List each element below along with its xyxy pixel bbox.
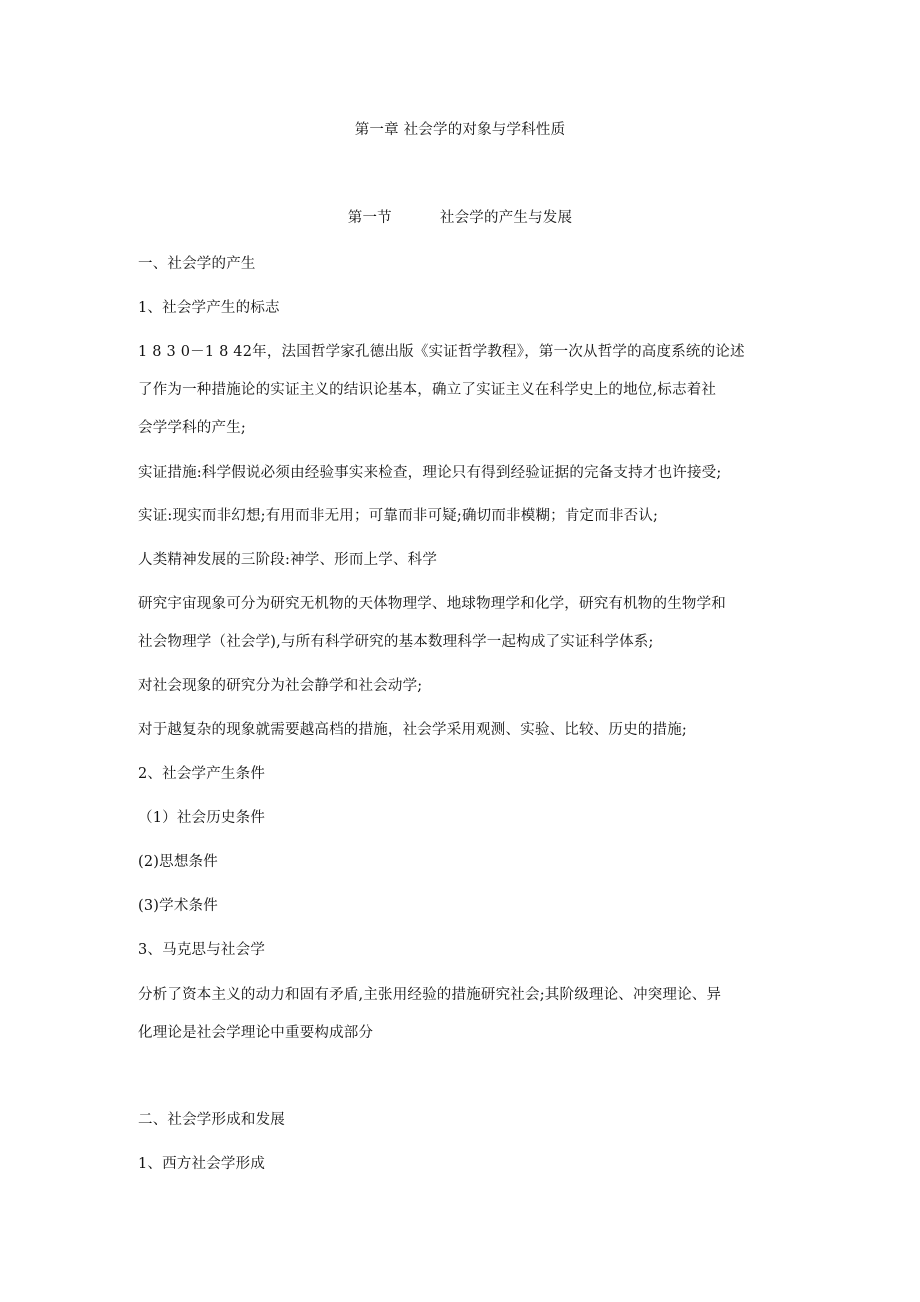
subheading-1-3: 3、马克思与社会学 <box>138 942 266 958</box>
heading-2: 二、社会学形成和发展 <box>138 1112 285 1128</box>
paragraph-line: 化理论是社会学理论中重要构成部分 <box>138 1025 374 1041</box>
chapter-title: 第一章 社会学的对象与学科性质 <box>354 122 566 138</box>
section-name: 社会学的产生与发展 <box>439 210 573 226</box>
list-item: (3)学术条件 <box>138 898 218 914</box>
paragraph-line: 社会物理学（社会学),与所有科学研究的基本数理科学一起构成了实证科学体系; <box>138 634 654 650</box>
paragraph-line: 研究宇宙现象可分为研究无机物的天体物理学、地球物理学和化学，研究有机物的生物学和 <box>138 596 726 612</box>
subheading-1-1: 1、社会学产生的标志 <box>138 300 280 316</box>
paragraph-line: 1 8 3 0－1 8 42年，法国哲学家孔德出版《实证哲学教程》，第一次从哲学的高度系统的论述 <box>138 344 745 360</box>
paragraph-line: 对社会现象的研究分为社会静学和社会动学; <box>138 678 423 694</box>
list-item: （1）社会历史条件 <box>138 810 266 826</box>
list-item: (2)思想条件 <box>138 854 218 870</box>
paragraph-line: 人类精神发展的三阶段:神学、形而上学、科学 <box>138 552 438 568</box>
paragraph-line: 了作为一种措施论的实证主义的结识论基本，确立了实证主义在科学史上的地位,标志着社 <box>138 382 717 398</box>
paragraph-line: 会学学科的产生; <box>138 420 246 436</box>
heading-1: 一、社会学的产生 <box>138 256 256 272</box>
section-title <box>0 208 920 228</box>
paragraph-line: 实证措施:科学假说必须由经验事实来检查，理论只有得到经验证据的完备支持才也许接受; <box>138 465 722 481</box>
paragraph-line: 实证:现实而非幻想;有用而非无用；可靠而非可疑;确切而非模糊；肯定而非否认; <box>138 508 659 524</box>
section-number: 第一节 <box>347 210 392 226</box>
subheading-1-2: 2、社会学产生条件 <box>138 766 266 782</box>
paragraph-line: 对于越复杂的现象就需要越高档的措施，社会学采用观测、实验、比较、历史的措施; <box>138 722 687 738</box>
subheading-2-1: 1、西方社会学形成 <box>138 1156 266 1172</box>
paragraph-line: 分析了资本主义的动力和固有矛盾,主张用经验的措施研究社会;其阶级理论、冲突理论、异 <box>138 987 722 1003</box>
